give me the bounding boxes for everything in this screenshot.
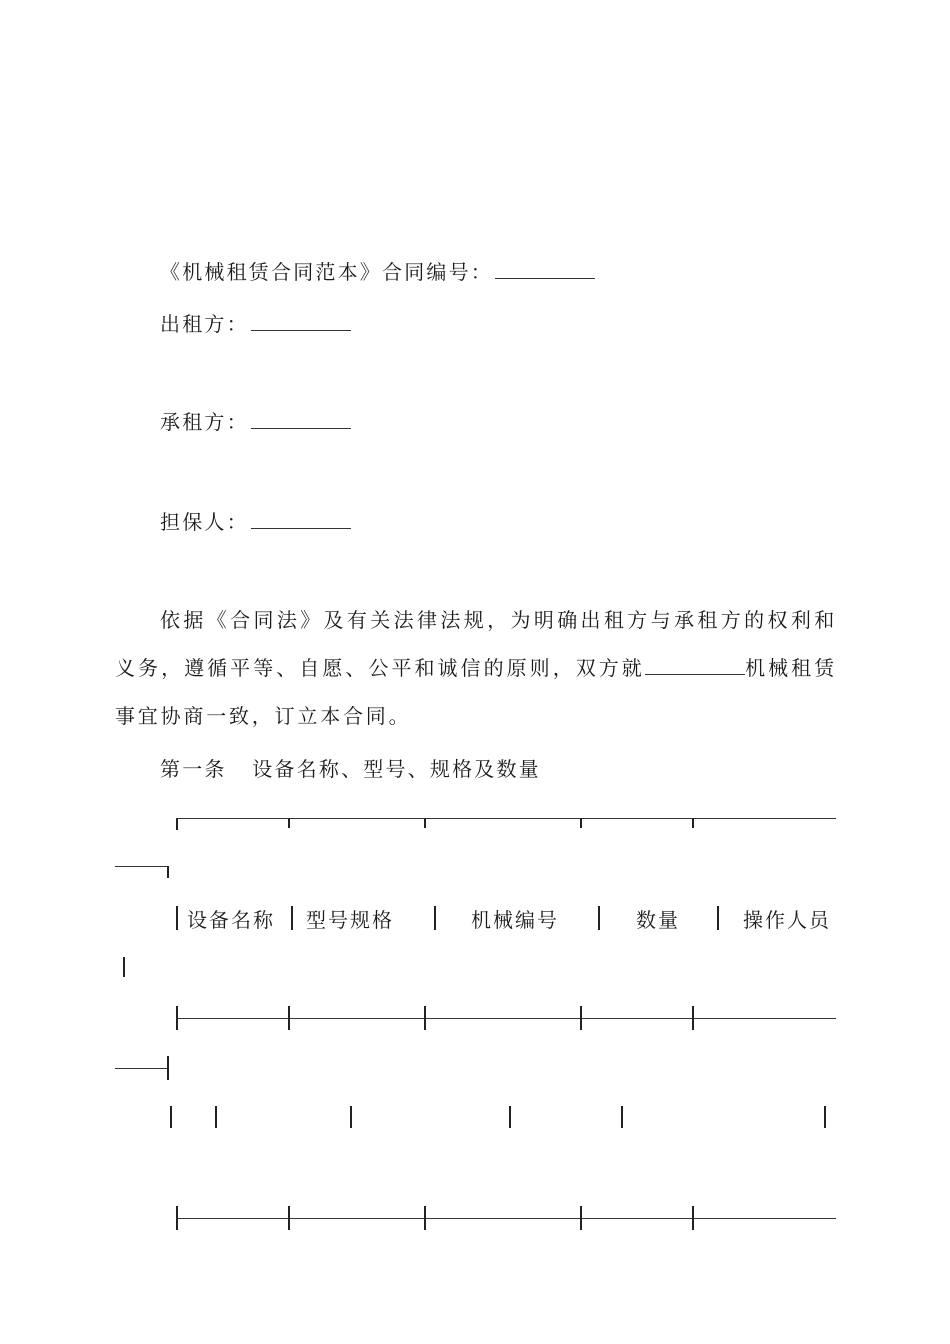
- contract-title-line: [160, 258, 595, 286]
- table-header-cell: 数量: [636, 908, 680, 932]
- table-border: [717, 906, 719, 930]
- lessor-label: 出租方：: [160, 312, 249, 336]
- intro-paragraph: [115, 596, 837, 740]
- table-header-cell: 机械编号: [471, 908, 559, 932]
- table-border: [424, 1206, 426, 1230]
- table-border: [167, 866, 169, 878]
- intro-text-2: 机械租赁事宜协商一致，订立本合同。: [115, 656, 837, 728]
- article-1-title: 第一条 设备名称、型号、规格及数量: [160, 757, 541, 781]
- lessor-blank[interactable]: [251, 312, 351, 331]
- table-header-cell: 型号规格: [306, 908, 394, 932]
- table-border: [176, 818, 178, 830]
- table-border: [580, 818, 582, 828]
- table-border: [692, 1206, 694, 1230]
- lessee-blank[interactable]: [251, 410, 351, 429]
- table-border: [115, 866, 167, 867]
- table-border: [176, 818, 836, 819]
- guarantor-blank[interactable]: [251, 510, 351, 529]
- guarantor-line: [160, 508, 351, 536]
- table-border: [170, 1106, 172, 1128]
- table-border: [580, 1006, 582, 1030]
- table-border: [434, 906, 436, 930]
- lessor-line: [160, 310, 351, 338]
- table-border: [288, 1006, 290, 1030]
- table-border: [176, 906, 178, 930]
- contract-number-blank[interactable]: [495, 260, 595, 279]
- table-border: [692, 818, 694, 828]
- table-border: [288, 1206, 290, 1230]
- guarantor-label: 担保人：: [160, 510, 249, 534]
- table-border: [115, 1068, 167, 1069]
- table-border: [580, 1206, 582, 1230]
- contract-number-label: 合同编号：: [382, 260, 493, 284]
- table-border: [598, 906, 600, 930]
- lessee-line: [160, 408, 351, 436]
- table-border: [123, 957, 125, 977]
- intro-text-1: 依据《合同法》及有关法律法规，为明确出租方与承租方的权利和义务，遵循平等、自愿、公平和诚信的原则，双方就: [115, 608, 837, 680]
- table-border: [692, 1006, 694, 1030]
- table-border: [288, 818, 290, 828]
- table-border: [350, 1106, 352, 1128]
- table-border: [291, 906, 293, 930]
- table-border: [176, 1018, 836, 1019]
- table-border: [167, 1056, 169, 1080]
- machine-type-blank[interactable]: [645, 656, 745, 675]
- lessee-label: 承租方：: [160, 410, 249, 434]
- table-border: [621, 1106, 623, 1128]
- document-title: 《机械租赁合同范本》: [160, 260, 382, 284]
- table-border: [424, 818, 426, 828]
- table-border: [424, 1006, 426, 1030]
- table-border: [215, 1106, 217, 1128]
- table-border: [509, 1106, 511, 1128]
- table-header-cell: 设备名称: [187, 908, 275, 932]
- table-header-cell: 操作人员: [743, 908, 831, 932]
- table-border: [824, 1106, 826, 1128]
- table-border: [176, 1218, 836, 1219]
